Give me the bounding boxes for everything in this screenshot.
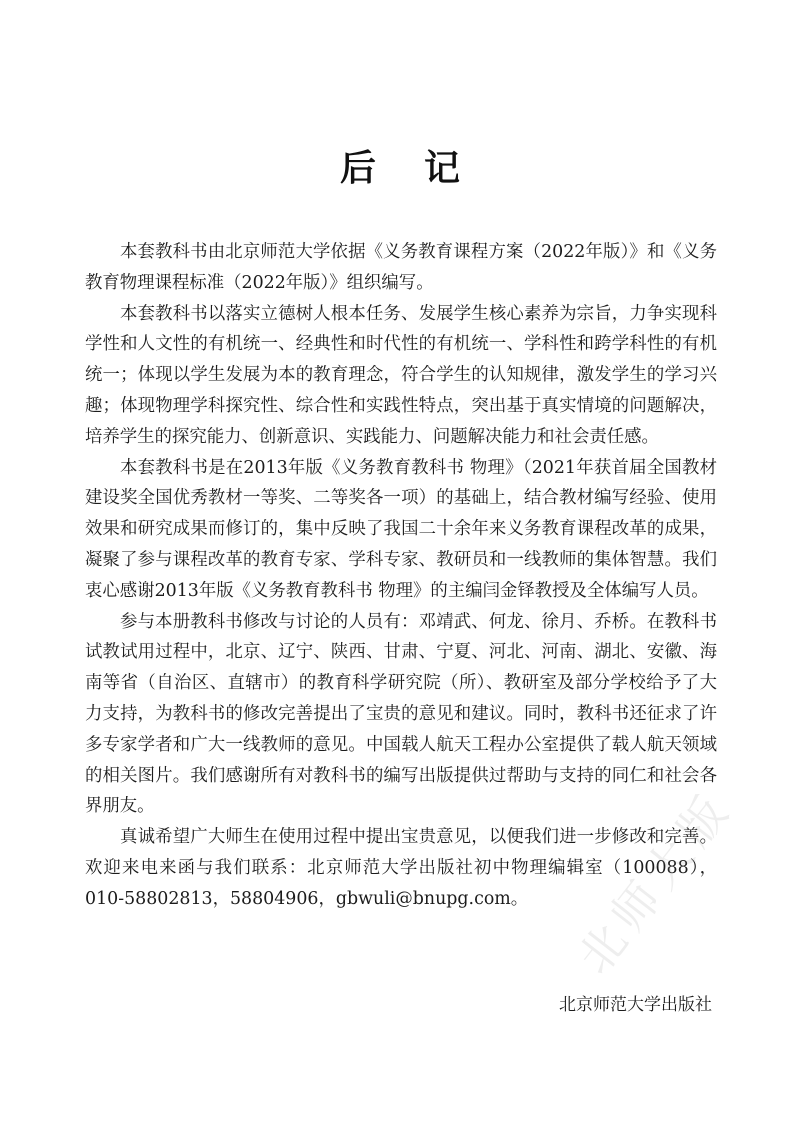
- paragraph-3: 本套教科书是在2013年版《义务教育教科书 物理》（2021年获首届全国教材建设奖全国优秀教材一等奖、二等奖各一项）的基础上，结合教材编写经验、使用效果和研究成果而修订的，集中反映了我国二十余年来义务教育课程改革的成果，凝聚了参与课程改革的教育专家、学科专家、教研员和一线教师的集体智慧。我们衷心感谢2013年版《义务教育教科书 物理》的主编闫金铎教授及全体编写人员。: [85, 457, 717, 601]
- afterword-body: [85, 237, 717, 915]
- publisher-signature: 北京师范大学出版社: [559, 995, 712, 1015]
- paragraph-5: 真诚希望广大师生在使用过程中提出宝贵意见，以便我们进一步修改和完善。欢迎来电来函与我们联系：北京师范大学出版社初中物理编辑室（100088），010-58802813，58804906，gbwuli@bnupg.com。: [85, 827, 717, 909]
- paragraph-4: 参与本册教科书修改与讨论的人员有：邓靖武、何龙、徐月、乔桥。在教科书试教试用过程中，北京、辽宁、陕西、甘肃、宁夏、河北、河南、湖北、安徽、海南等省（自治区、直辖市）的教育科学研究院（所）、教研室及部分学校给予了大力支持，为教科书的修改完善提出了宝贵的意见和建议。同时，教科书还征求了许多专家学者和广大一线教师的意见。中国载人航天工程办公室提供了载人航天领域的相关图片。我们感谢所有对教科书的编写出版提供过帮助与支持的同仁和社会各界朋友。: [85, 611, 717, 817]
- watermark: 北师大版: [567, 780, 743, 984]
- page-title: 后记: [339, 148, 508, 189]
- paragraph-1: 本套教科书由北京师范大学依据《义务教育课程方案（2022年版）》和《义务教育物理课程标准（2022年版）》组织编写。: [85, 242, 717, 293]
- paragraph-2: 本套教科书以落实立德树人根本任务、发展学生核心素养为宗旨，力争实现科学性和人文性的有机统一、经典性和时代性的有机统一、学科性和跨学科性的有机统一；体现以学生发展为本的教育理念，符合学生的认知规律，激发学生的学习兴趣；体现物理学科探究性、综合性和实践性特点，突出基于真实情境的问题解决，培养学生的探究能力、创新意识、实践能力、问题解决能力和社会责任感。: [85, 303, 717, 447]
